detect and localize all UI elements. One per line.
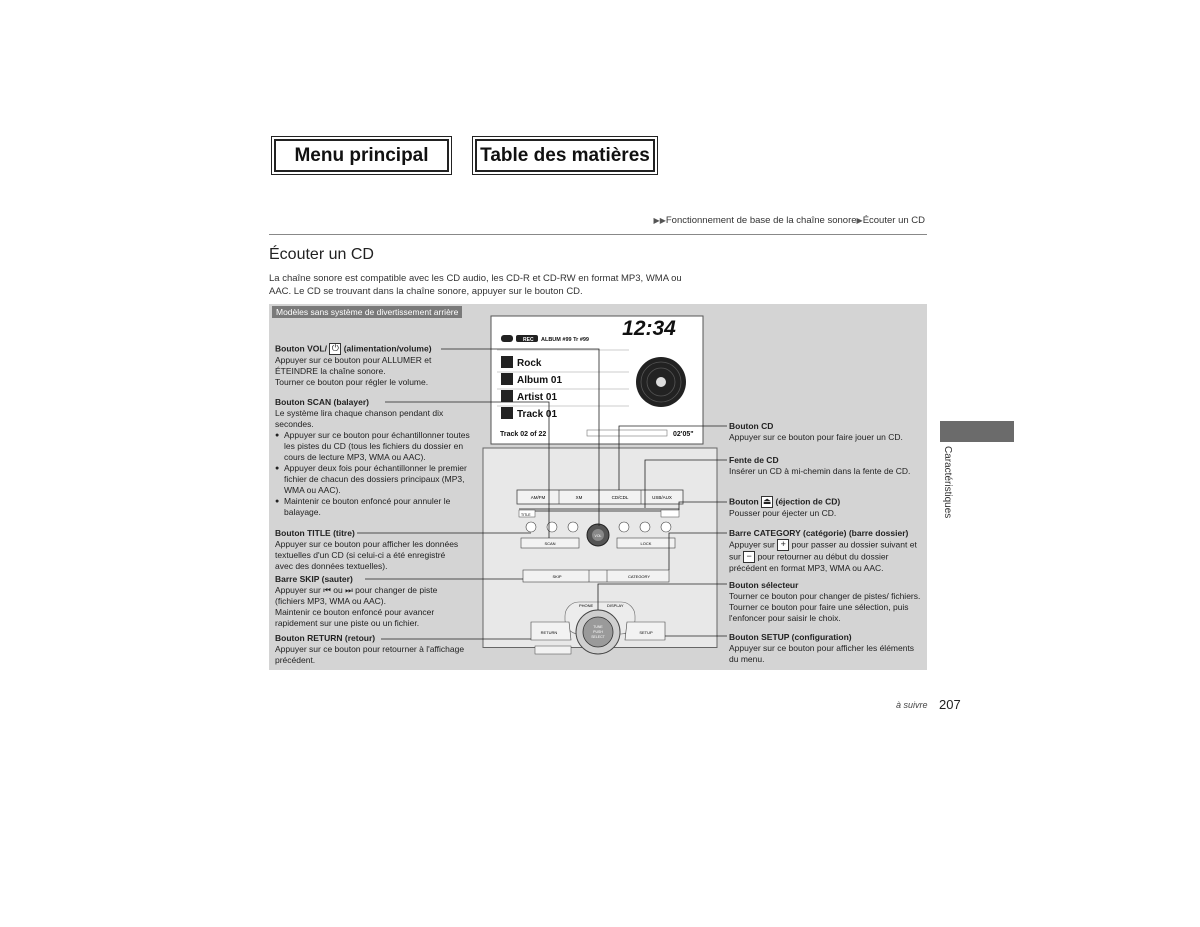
breadcrumb-arrow-icon: ▶ [856, 216, 863, 225]
skip-note: Barre SKIP (sauter) Appuyer sur ⏮ ou ⏭ pour changer de piste (fichiers MP3, WMA ou AAC). Maintenir ce bouton enfoncé pour avancer rapidement sur une piste ou un fichier. [275, 574, 438, 628]
panel-tag: Modèles sans système de divertissement arrière [272, 306, 462, 318]
breadcrumb-current: Écouter un CD [862, 215, 925, 226]
setup-note: Bouton SETUP (configuration) Appuyer sur ce bouton pour afficher les éléments du menu. [729, 632, 915, 664]
skip-bar: SKIP [552, 574, 562, 579]
category-bar: CATEGORY [627, 574, 651, 579]
svg-text:SELECT: SELECT [591, 635, 605, 639]
eject-icon: ⏏ [762, 496, 772, 506]
svg-text:TUNE: TUNE [593, 625, 603, 629]
page-number: 207 [939, 697, 961, 712]
setup-button: SETUP [639, 630, 653, 635]
vol-note: Bouton VOL/ ⏻ (alimentation/volume) Appuyer sur ce bouton pour ALLUMER et ÉTEINDRE la chaîne sonore. Tourner ce bouton pour régler le volume. [275, 343, 432, 387]
skip-back-icon: ⏮ [323, 585, 331, 595]
breadcrumb [654, 215, 925, 226]
display-status: ALBUM #99 Tr #99 [541, 337, 589, 343]
display-track-pos: Track 02 of 22 [500, 431, 547, 438]
continued-label: à suivre [896, 700, 928, 710]
page-title: Écouter un CD [269, 246, 374, 263]
cd-note: Bouton CD Appuyer sur ce bouton pour faire jouer un CD. [729, 421, 903, 442]
selector-note: Bouton sélecteur Tourner ce bouton pour changer de pistes/ fichiers. Tourner ce bouton pour faire une sélection, puis l'enfoncer pour saisir le choix. [729, 580, 921, 623]
breadcrumb-section[interactable]: Fonctionnement de base de la chaîne sonore [665, 215, 857, 226]
display-button: DISPLAY [607, 603, 624, 608]
plus-icon: + [777, 539, 789, 551]
breadcrumb-arrow-icon: ▶▶ [653, 216, 666, 225]
section-tab [940, 421, 1014, 442]
display-genre: Rock [517, 358, 542, 369]
display-album: Album 01 [517, 375, 563, 386]
phone-button: PHONE [579, 603, 594, 608]
display-artist: Artist 01 [517, 392, 558, 403]
display-time: 02'05" [673, 431, 694, 438]
display-clock: 12:34 [622, 317, 676, 340]
svg-text:REC: REC [523, 337, 534, 343]
skip-forward-icon: ⏭ [345, 585, 353, 595]
svg-text:PUSH: PUSH [593, 630, 603, 634]
minus-icon: − [743, 551, 755, 563]
xm-button: XM [575, 495, 583, 500]
table-of-contents-button[interactable]: Table des matières [475, 139, 655, 172]
main-menu-button[interactable]: Menu principal [274, 139, 449, 172]
album-icon [501, 373, 513, 385]
disc-indicator-icon [501, 335, 513, 342]
lock-button: LOCK [640, 541, 652, 546]
header-divider [269, 234, 927, 235]
genre-icon [501, 356, 513, 368]
scan-button: SCAN [544, 541, 556, 546]
am-fm-button: AM/FM [530, 495, 546, 500]
usb-aux-button: USB/AUX [652, 495, 672, 500]
return-note: Bouton RETURN (retour) Appuyer sur ce bouton pour retourner à l'affichage précédent. [275, 633, 465, 665]
eject-note: Bouton ⏏ (éjection de CD) Pousser pour éjecter un CD. [729, 496, 841, 518]
display-track: Track 01 [517, 409, 558, 420]
return-button: RETURN [540, 630, 558, 635]
power-icon: ⏻ [329, 343, 341, 355]
scan-note: Bouton SCAN (balayer) Le système lira chaque chanson pendant dix secondes. ● Appuyer sur ce bouton pour échantillonner toutes les pistes du CD (tous les fichiers du dossier en cours de lecture MP3, WMA ou AAC). ● Appuyer deux fois pour échantillonner le premier fichier de chacun des dossiers principaux (MP3, WMA ou AAC). ● Maintenir ce bouton enfoncé pour annuler le balayage. [275, 397, 475, 518]
track-icon [501, 407, 513, 419]
title-note: Bouton TITLE (titre) Appuyer sur ce bouton pour afficher les données textuelles d'un CD (si celui-ci a été enregistré avec des données textuelles). [275, 528, 459, 571]
svg-text:VOL: VOL [594, 534, 602, 538]
eject-button [661, 510, 679, 517]
section-label: Caractéristiques [942, 446, 953, 519]
intro-paragraph: La chaîne sonore est compatible avec les CD audio, les CD-R et CD-RW en format MP3, WMA ou AAC. Le CD se trouvant dans la chaîne sonore, appuyer sur le bouton CD. [269, 273, 682, 297]
slot-note: Fente de CD Insérer un CD à mi-chemin dans la fente de CD. [729, 455, 911, 476]
title-button: TITLE [521, 513, 531, 517]
cd-button: CD/CDL [611, 495, 629, 500]
category-note: Barre CATEGORY (catégorie) (barre dossier) Appuyer sur + pour passer au dossier suivant et sur − pour retourner au début du dossier précédent en format MP3, WMA ou AAC. [729, 528, 917, 573]
artist-icon [501, 390, 513, 402]
